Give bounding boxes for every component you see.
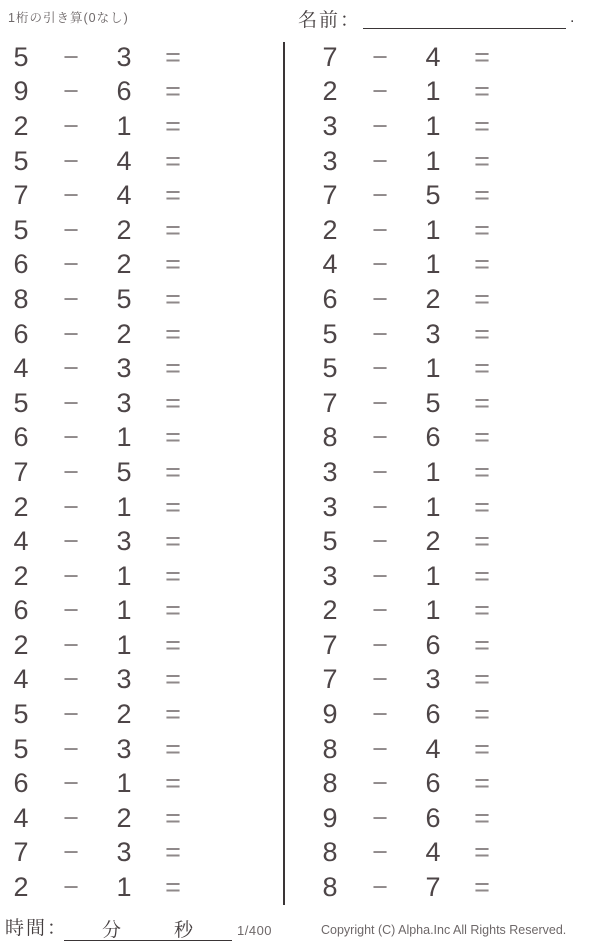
minuend: 5 — [322, 318, 338, 349]
minus-sign: − — [372, 145, 388, 176]
subtrahend: 5 — [116, 456, 132, 487]
equals-sign: = — [165, 560, 181, 591]
equals-sign: = — [165, 629, 181, 660]
equals-sign: = — [474, 214, 490, 245]
subtrahend: 6 — [425, 629, 441, 660]
equals-sign: = — [165, 318, 181, 349]
minuend: 4 — [13, 664, 29, 695]
problem-row — [309, 594, 507, 629]
subtrahend: 3 — [116, 353, 132, 384]
minus-sign: − — [63, 664, 79, 695]
minuend: 7 — [322, 664, 338, 695]
subtrahend: 2 — [116, 249, 132, 280]
minuend: 4 — [322, 249, 338, 280]
minuend: 6 — [13, 318, 29, 349]
minuend: 3 — [322, 145, 338, 176]
minus-sign: − — [372, 214, 388, 245]
minuend: 4 — [13, 353, 29, 384]
problems-column-right — [309, 40, 507, 905]
equals-sign: = — [474, 802, 490, 833]
equals-sign: = — [474, 145, 490, 176]
subtrahend: 6 — [425, 422, 441, 453]
minuend: 8 — [322, 837, 338, 868]
minus-sign: − — [63, 41, 79, 72]
equals-sign: = — [165, 283, 181, 314]
subtrahend: 1 — [116, 768, 132, 799]
name-line-period: . — [570, 9, 575, 26]
problem-row — [0, 836, 198, 871]
problem-row — [309, 455, 507, 490]
subtrahend: 3 — [425, 318, 441, 349]
minus-sign: − — [63, 214, 79, 245]
minus-sign: − — [63, 768, 79, 799]
equals-sign: = — [474, 41, 490, 72]
subtrahend: 3 — [116, 526, 132, 557]
subtrahend: 1 — [425, 456, 441, 487]
problem-row — [0, 697, 198, 732]
minus-sign: − — [372, 664, 388, 695]
equals-sign: = — [165, 180, 181, 211]
minus-sign: − — [372, 180, 388, 211]
subtrahend: 1 — [116, 422, 132, 453]
minuend: 9 — [322, 699, 338, 730]
minus-sign: − — [63, 802, 79, 833]
problem-row — [0, 732, 198, 767]
minus-sign: − — [372, 249, 388, 280]
subtrahend: 6 — [425, 802, 441, 833]
subtrahend: 7 — [425, 872, 441, 903]
minuend: 6 — [13, 422, 29, 453]
problem-row — [0, 351, 198, 386]
equals-sign: = — [474, 318, 490, 349]
minuend: 7 — [13, 837, 29, 868]
minus-sign: − — [63, 560, 79, 591]
minus-sign: − — [372, 872, 388, 903]
equals-sign: = — [165, 145, 181, 176]
equals-sign: = — [474, 387, 490, 418]
equals-sign: = — [474, 526, 490, 557]
subtrahend: 2 — [116, 318, 132, 349]
minuend: 2 — [13, 629, 29, 660]
subtrahend: 4 — [425, 733, 441, 764]
subtrahend: 4 — [116, 180, 132, 211]
subtrahend: 3 — [116, 664, 132, 695]
equals-sign: = — [474, 872, 490, 903]
problem-row — [309, 732, 507, 767]
minus-sign: − — [372, 283, 388, 314]
subtrahend: 6 — [116, 76, 132, 107]
minus-sign: − — [372, 526, 388, 557]
equals-sign: = — [474, 733, 490, 764]
subtrahend: 4 — [116, 145, 132, 176]
problem-row — [0, 524, 198, 559]
subtrahend: 2 — [116, 699, 132, 730]
equals-sign: = — [165, 595, 181, 626]
minuend: 7 — [322, 387, 338, 418]
subtrahend: 4 — [425, 837, 441, 868]
problem-row — [0, 870, 198, 905]
minus-sign: − — [372, 422, 388, 453]
equals-sign: = — [165, 76, 181, 107]
problem-row — [0, 801, 198, 836]
problem-row — [309, 801, 507, 836]
minus-sign: − — [63, 180, 79, 211]
equals-sign: = — [165, 837, 181, 868]
subtrahend: 3 — [116, 837, 132, 868]
minuend: 7 — [13, 456, 29, 487]
minuend: 3 — [322, 110, 338, 141]
minuend: 7 — [13, 180, 29, 211]
problem-row — [309, 663, 507, 698]
minuend: 5 — [13, 387, 29, 418]
equals-sign: = — [474, 560, 490, 591]
minus-sign: − — [372, 733, 388, 764]
minus-sign: − — [372, 110, 388, 141]
minuend: 5 — [13, 699, 29, 730]
minuend: 8 — [322, 768, 338, 799]
problem-row — [309, 282, 507, 317]
subtrahend: 1 — [116, 560, 132, 591]
subtrahend: 1 — [425, 249, 441, 280]
minuend: 6 — [13, 768, 29, 799]
problem-row — [0, 594, 198, 629]
problem-row — [309, 351, 507, 386]
equals-sign: = — [165, 802, 181, 833]
minus-sign: − — [372, 456, 388, 487]
minuend: 3 — [322, 560, 338, 591]
equals-sign: = — [474, 422, 490, 453]
minus-sign: − — [63, 387, 79, 418]
minuend: 7 — [322, 180, 338, 211]
subtrahend: 2 — [116, 802, 132, 833]
time-blank-line — [64, 914, 232, 941]
copyright-notice: Copyright (C) Alpha.Inc All Rights Reserved. — [321, 923, 567, 937]
subtrahend: 5 — [116, 283, 132, 314]
subtrahend: 1 — [425, 491, 441, 522]
minuend: 2 — [13, 872, 29, 903]
equals-sign: = — [474, 249, 490, 280]
subtrahend: 1 — [425, 560, 441, 591]
problem-row — [0, 178, 198, 213]
problem-row — [0, 317, 198, 352]
minus-sign: − — [63, 318, 79, 349]
problem-row — [0, 144, 198, 179]
subtrahend: 1 — [425, 353, 441, 384]
page-number: 1/400 — [237, 923, 273, 938]
equals-sign: = — [474, 110, 490, 141]
equals-sign: = — [165, 110, 181, 141]
worksheet-title: 1桁の引き算(0なし) — [8, 11, 129, 25]
subtrahend: 1 — [425, 110, 441, 141]
minuend: 6 — [13, 249, 29, 280]
minus-sign: − — [372, 353, 388, 384]
subtrahend: 1 — [425, 595, 441, 626]
subtrahend: 6 — [425, 699, 441, 730]
subtrahend: 2 — [116, 214, 132, 245]
minus-sign: − — [63, 629, 79, 660]
problem-row — [309, 559, 507, 594]
minuend: 6 — [322, 283, 338, 314]
minus-sign: − — [372, 629, 388, 660]
problem-row — [309, 386, 507, 421]
problem-row — [0, 628, 198, 663]
minus-sign: − — [63, 526, 79, 557]
subtrahend: 3 — [116, 41, 132, 72]
equals-sign: = — [165, 733, 181, 764]
minus-sign: − — [63, 353, 79, 384]
subtrahend: 5 — [425, 180, 441, 211]
problem-row — [309, 317, 507, 352]
subtrahend: 1 — [116, 110, 132, 141]
minuend: 5 — [322, 526, 338, 557]
subtrahend: 6 — [425, 768, 441, 799]
subtrahend: 1 — [425, 145, 441, 176]
problem-row — [309, 213, 507, 248]
minus-sign: − — [372, 76, 388, 107]
problems-column-left — [0, 40, 198, 905]
problem-row — [0, 213, 198, 248]
equals-sign: = — [474, 283, 490, 314]
minus-sign: − — [372, 802, 388, 833]
equals-sign: = — [165, 353, 181, 384]
subtrahend: 1 — [116, 595, 132, 626]
minuend: 2 — [13, 110, 29, 141]
minuend: 6 — [13, 595, 29, 626]
minuend: 9 — [322, 802, 338, 833]
seconds-label: 秒 — [174, 920, 194, 941]
problem-row — [0, 663, 198, 698]
minus-sign: − — [372, 837, 388, 868]
minus-sign: − — [63, 872, 79, 903]
problem-row — [0, 386, 198, 421]
name-label: 名前： — [298, 10, 362, 31]
problem-row — [0, 248, 198, 283]
minus-sign: − — [372, 699, 388, 730]
problem-row — [0, 421, 198, 456]
minus-sign: − — [63, 699, 79, 730]
equals-sign: = — [474, 595, 490, 626]
minuend: 2 — [322, 214, 338, 245]
minuend: 5 — [13, 214, 29, 245]
minuend: 5 — [13, 145, 29, 176]
subtrahend: 1 — [116, 491, 132, 522]
minus-sign: − — [63, 491, 79, 522]
minus-sign: − — [372, 595, 388, 626]
column-divider-line — [283, 42, 285, 905]
problem-row — [0, 282, 198, 317]
problem-row — [0, 559, 198, 594]
minuend: 9 — [13, 76, 29, 107]
minus-sign: − — [63, 422, 79, 453]
subtrahend: 3 — [116, 733, 132, 764]
equals-sign: = — [474, 699, 490, 730]
equals-sign: = — [165, 664, 181, 695]
minus-sign: − — [63, 110, 79, 141]
problem-row — [309, 421, 507, 456]
minus-sign: − — [63, 837, 79, 868]
equals-sign: = — [165, 41, 181, 72]
minus-sign: − — [63, 733, 79, 764]
minus-sign: − — [63, 595, 79, 626]
subtrahend: 3 — [116, 387, 132, 418]
minutes-label: 分 — [102, 920, 122, 941]
subtrahend: 2 — [425, 526, 441, 557]
minus-sign: − — [63, 283, 79, 314]
name-blank-line — [363, 4, 566, 29]
subtrahend: 3 — [425, 664, 441, 695]
problem-row — [309, 524, 507, 559]
subtrahend: 2 — [425, 283, 441, 314]
equals-sign: = — [165, 699, 181, 730]
problem-row — [309, 490, 507, 525]
problem-row — [309, 836, 507, 871]
equals-sign: = — [165, 456, 181, 487]
problem-row — [309, 40, 507, 75]
minuend: 5 — [13, 733, 29, 764]
subtrahend: 1 — [116, 872, 132, 903]
subtrahend: 5 — [425, 387, 441, 418]
minuend: 8 — [322, 733, 338, 764]
minus-sign: − — [372, 491, 388, 522]
problem-row — [309, 697, 507, 732]
minuend: 2 — [322, 76, 338, 107]
minus-sign: − — [63, 456, 79, 487]
minuend: 4 — [13, 802, 29, 833]
problem-row — [309, 870, 507, 905]
problem-row — [0, 109, 198, 144]
equals-sign: = — [165, 387, 181, 418]
minus-sign: − — [63, 249, 79, 280]
problem-row — [0, 40, 198, 75]
problem-row — [0, 75, 198, 110]
problem-row — [0, 490, 198, 525]
problem-row — [309, 109, 507, 144]
minuend: 5 — [13, 41, 29, 72]
subtrahend: 1 — [425, 214, 441, 245]
equals-sign: = — [165, 214, 181, 245]
minus-sign: − — [372, 768, 388, 799]
minuend: 4 — [13, 526, 29, 557]
equals-sign: = — [165, 249, 181, 280]
minuend: 2 — [322, 595, 338, 626]
minuend: 3 — [322, 456, 338, 487]
subtrahend: 1 — [425, 76, 441, 107]
minus-sign: − — [372, 560, 388, 591]
minuend: 3 — [322, 491, 338, 522]
minuend: 7 — [322, 41, 338, 72]
minuend: 2 — [13, 491, 29, 522]
equals-sign: = — [474, 180, 490, 211]
equals-sign: = — [474, 76, 490, 107]
problem-row — [309, 248, 507, 283]
equals-sign: = — [474, 456, 490, 487]
problem-row — [309, 628, 507, 663]
minuend: 8 — [13, 283, 29, 314]
minus-sign: − — [63, 145, 79, 176]
equals-sign: = — [474, 837, 490, 868]
minuend: 7 — [322, 629, 338, 660]
problem-row — [309, 178, 507, 213]
minus-sign: − — [372, 318, 388, 349]
equals-sign: = — [474, 768, 490, 799]
equals-sign: = — [474, 664, 490, 695]
equals-sign: = — [165, 768, 181, 799]
equals-sign: = — [474, 353, 490, 384]
problem-row — [0, 766, 198, 801]
minus-sign: − — [372, 41, 388, 72]
problem-row — [0, 455, 198, 490]
minuend: 8 — [322, 422, 338, 453]
minus-sign: − — [372, 387, 388, 418]
equals-sign: = — [474, 491, 490, 522]
minuend: 2 — [13, 560, 29, 591]
equals-sign: = — [165, 526, 181, 557]
subtrahend: 1 — [116, 629, 132, 660]
equals-sign: = — [474, 629, 490, 660]
problem-row — [309, 144, 507, 179]
minuend: 5 — [322, 353, 338, 384]
minuend: 8 — [322, 872, 338, 903]
minus-sign: − — [63, 76, 79, 107]
equals-sign: = — [165, 422, 181, 453]
equals-sign: = — [165, 872, 181, 903]
problem-row — [309, 766, 507, 801]
subtrahend: 4 — [425, 41, 441, 72]
equals-sign: = — [165, 491, 181, 522]
problem-row — [309, 75, 507, 110]
time-label: 時間： — [5, 918, 69, 939]
